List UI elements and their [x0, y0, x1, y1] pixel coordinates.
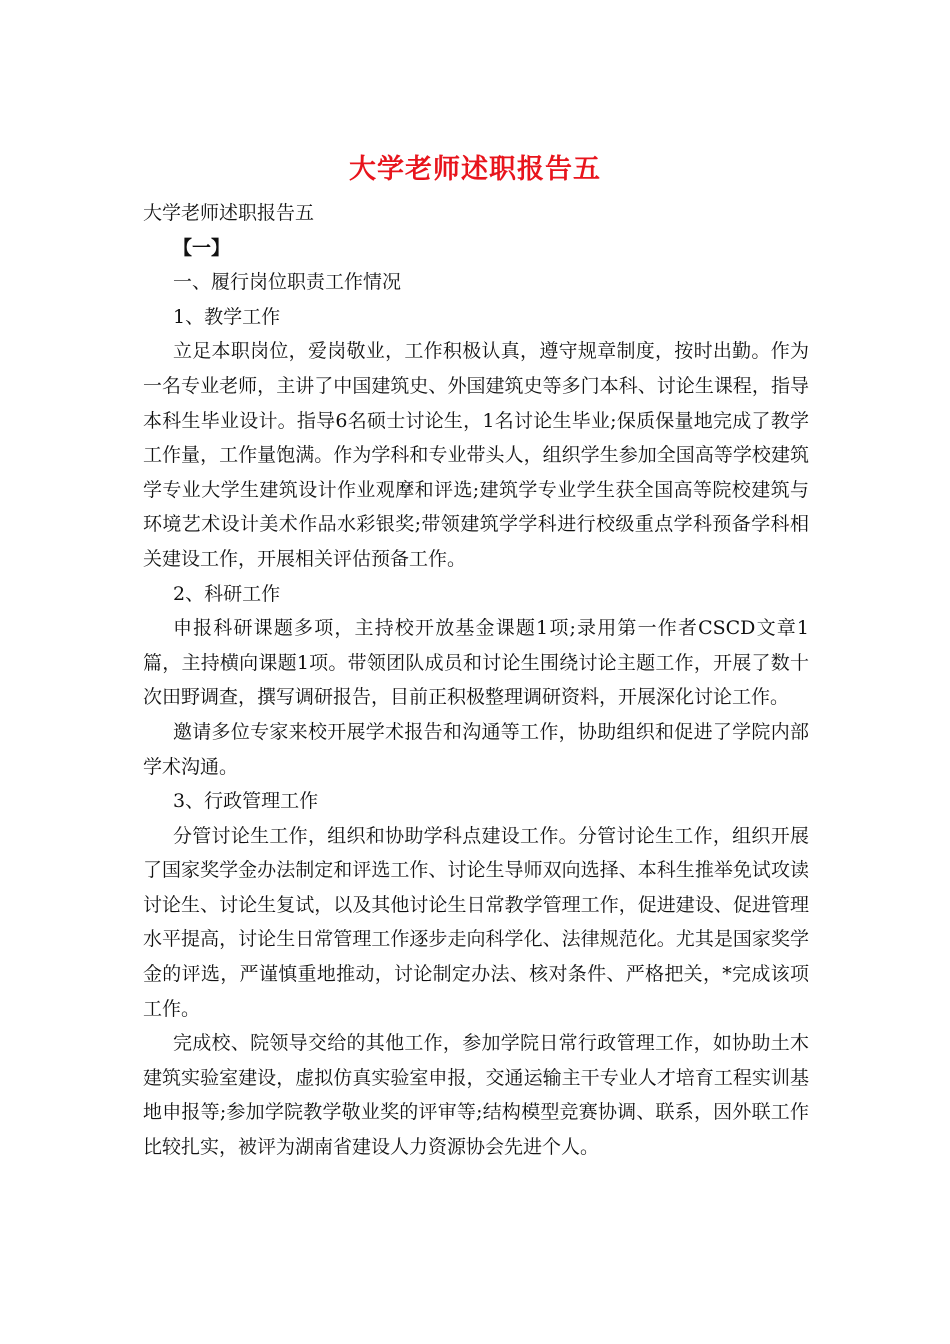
document-body	[143, 196, 809, 1165]
document-title: 大学老师述职报告五	[349, 154, 601, 185]
paragraph: 完成校、院领导交给的其他工作，参加学院日常行政管理工作，如协助土木建筑实验室建设，虚拟仿真实验室申报，交通运输主干专业人才培育工程实训基地申报等;参加学院教学敬业奖的评审等;结构模型竞赛协调、联系，因外联工作比较扎实，被评为湖南省建设人力资源协会先进个人。	[143, 1032, 809, 1159]
section-mark: 【一】	[173, 236, 231, 259]
subsection-heading: 2、科研工作	[173, 582, 281, 605]
paragraph: 立足本职岗位，爱岗敬业，工作积极认真，遵守规章制度，按时出勤。作为一名专业老师，主讲了中国建筑史、外国建筑史等多门本科、讨论生课程，指导本科生毕业设计。指导6名硕士讨论生，1名讨论生毕业;保质保量地完成了教学工作量，工作量饱满。作为学科和专业带头人，组织学生参加全国高等学校建筑学专业大学生建筑设计作业观摩和评选;建筑学专业学生获全国高等院校建筑与环境艺术设计美术作品水彩银奖;带领建筑学学科进行校级重点学科预备学科相关建设工作，开展相关评估预备工作。	[143, 340, 809, 570]
paragraph: 申报科研课题多项，主持校开放基金课题1项;录用第一作者CSCD文章1篇，主持横向课题1项。带领团队成员和讨论生围绕讨论主题工作，开展了数十次田野调查，撰写调研报告，目前正积极整理调研资料，开展深化讨论工作。	[143, 617, 809, 709]
paragraph: 邀请多位专家来校开展学术报告和沟通等工作，协助组织和促进了学院内部学术沟通。	[143, 720, 809, 778]
section-heading: 一、履行岗位职责工作情况	[173, 271, 402, 294]
subsection-heading: 1、教学工作	[173, 305, 281, 328]
subsection-heading: 3、行政管理工作	[173, 790, 319, 813]
document-subtitle: 大学老师述职报告五	[143, 202, 315, 224]
paragraph: 分管讨论生工作，组织和协助学科点建设工作。分管讨论生工作，组织开展了国家奖学金办法制定和评选工作、讨论生导师双向选择、本科生推举免试攻读讨论生、讨论生复试，以及其他讨论生日常教学管理工作，促进建设、促进管理水平提高，讨论生日常管理工作逐步走向科学化、法律规范化。尤其是国家奖学金的评选，严谨慎重地推动，讨论制定办法、核对条件、严格把关，*完成该项工作。	[143, 824, 809, 1020]
